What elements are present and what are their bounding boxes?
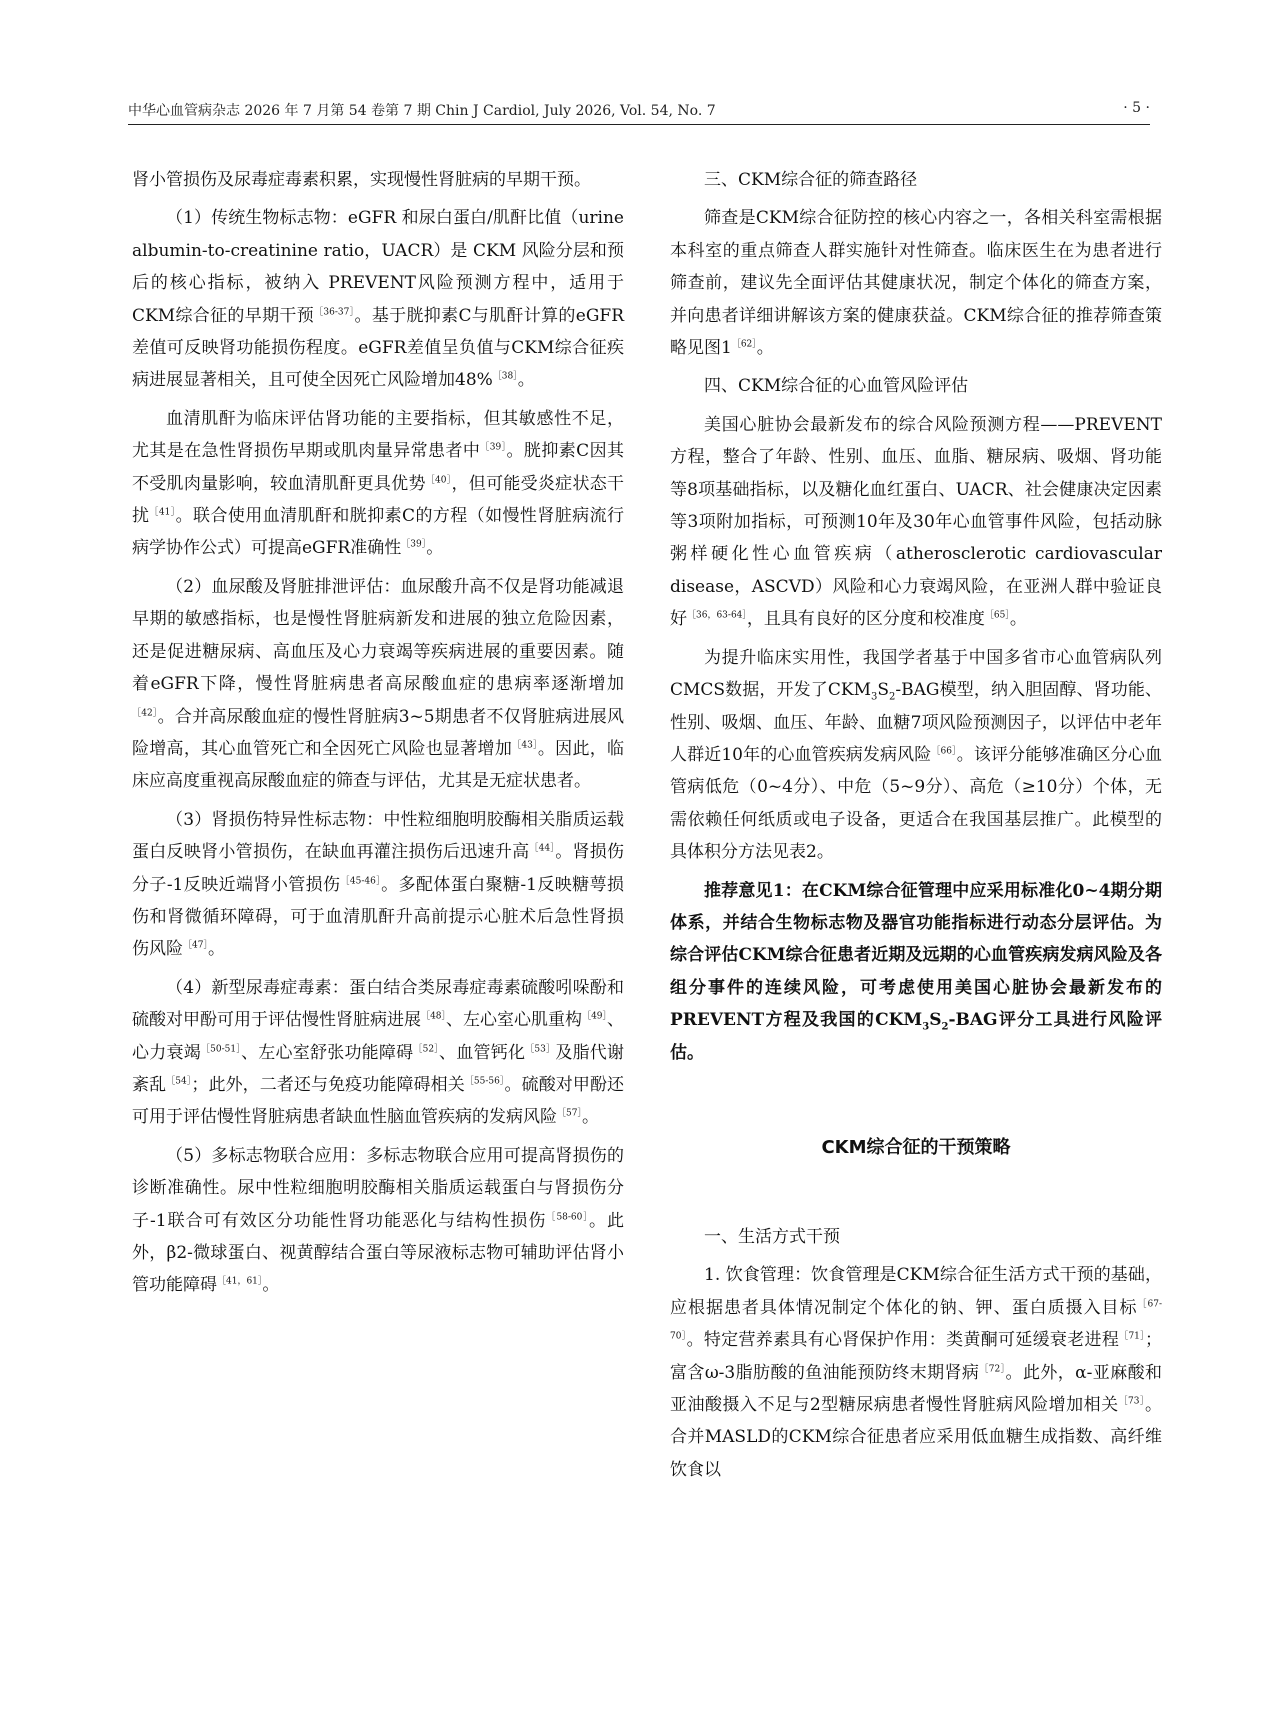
right-column — [670, 164, 1162, 1492]
citation: ［41］ — [149, 507, 176, 518]
citation: ［49］ — [582, 1011, 608, 1022]
citation: ［39］ — [480, 442, 507, 453]
paragraph-diet-management: 1. 饮食管理：饮食管理是CKM综合征生活方式干预的基础，应根据患者具体情况制定个体化的钠、钾、蛋白质摄入目标$^{[67-70]}$。特定营养素具有心肾保护作用：类黄酮可延缓衰老进程$^{[71]}$；富含ω-3脂肪酸的鱼油能预防终末期肾病$^{[72]}$。此外，α-亚麻酸和亚油酸摄入不足与2型糖尿病患者慢性肾脏病风险增加相关$^{[73]}$。合并MASLD的CKM综合征患者应采用低血糖生成指数、高纤维饮食以 — [670, 1265, 1163, 1480]
running-header — [128, 96, 1150, 120]
citation: ［71］ — [1119, 1331, 1146, 1342]
section-title-intervention: CKM综合征的干预策略 — [821, 1136, 1011, 1158]
paragraph-uric-acid: （2）血尿酸及肾脏排泄评估：血尿酸升高不仅是肾功能减退早期的敏感指标，也是慢性肾脏病新发和进展的独立危险因素，还是促进糖尿病、高血压及心力衰竭等疾病进展的重要因素。随着eGFR下降，慢性肾脏病患者高尿酸血症的患病率逐渐增加$^{[42]}$。合并高尿酸血症的慢性肾脏病3~5期患者不仅肾脏病进展风险增高，其心血管死亡和全因死亡风险也显著增加$^{[43]}$。因此，临床应高度重视高尿酸血症的筛查与评估，尤其是无症状患者。 — [132, 576, 625, 792]
paragraph-kidney-injury-markers: （3）肾损伤特异性标志物：中性粒细胞明胶酶相关脂质运载蛋白反映肾小管损伤，在缺血再灌注损伤后迅速升高$^{[44]}$。肾损伤分子-1反映近端肾小管损伤$^{[45-46]}$。多配体蛋白聚糖-1反映糖萼损伤和肾微循环障碍，可于血清肌酐升高前提示心脏术后急性肾损伤风险$^{[47]}$。 — [132, 809, 625, 960]
citation: ［39］ — [401, 539, 427, 550]
header-rule — [128, 124, 1150, 125]
subheading-screening-pathway: 三、CKM综合征的筛查路径 — [704, 170, 918, 190]
citation: ［43］ — [512, 740, 538, 751]
subheading-risk-assessment: 四、CKM综合征的心血管风险评估 — [704, 376, 969, 397]
citation: ［72］ — [979, 1363, 1006, 1374]
citation: ［62］ — [731, 339, 757, 350]
paragraph-prevent-equation: 美国心脏协会最新发布的综合风险预测方程——PREVENT方程，整合了年龄、性别、血压、血脂、糖尿病、吸烟、肾功能等8项基础指标，以及糖化血红蛋白、UACR、社会健康决定因素等3项附加指标，可预测10年及30年心血管事件风险，包括动脉粥样硬化性心血管疾病（atherosclerotic cardiovascular disease，ASCVD）风险和心力衰竭风险，在亚洲人群中验证良好$^{[36,63-64]}$，且具有良好的区分度和校准度$^{[65]}$。 — [670, 414, 1162, 630]
citation: ［54］ — [166, 1076, 192, 1087]
page-number: · 5 · — [1123, 100, 1150, 116]
citation: ［67-70］ — [670, 1299, 1163, 1342]
citation: ［45-46］ — [340, 875, 382, 886]
citation: ［53］ — [525, 1043, 556, 1054]
citation: ［66］ — [931, 746, 957, 757]
journal-citation: 中华心血管病杂志 2026 年 7 月第 54 卷第 7 期 Chin J Cardiol, July 2026, Vol. 54, No. 7 — [128, 103, 716, 119]
citation: ［36，63-64］ — [687, 610, 747, 621]
citation: ［58-60］ — [546, 1211, 589, 1222]
citation: ［55-56］ — [464, 1076, 505, 1087]
citation: ［44］ — [529, 843, 556, 854]
paragraph-ckm-bag-model: 为提升临床实用性，我国学者基于中国多省市心血管病队列CMCS数据，开发了$CKM_3S_2$-BAG模型，纳入胆固醇、肾功能、性别、吸烟、血压、年龄、血糖7项风险预测因子，以评估中老年人群近10年的心血管疾病发病风险$^{[66]}$。该评分能够准确区分心血管病低危（0~4分）、中危（5~9分）、高危（≥10分）个体，无需依赖任何纸质或电子设备，更适合在我国基层推广。此模型的具体积分方法见表2。 — [670, 647, 1163, 863]
paragraph-serum-creatinine: 血清肌酐为临床评估肾功能的主要指标，但其敏感性不足，尤其是在急性肾损伤早期或肌肉量异常患者中$^{[39]}$。胱抑素C因其不受肌肉量影响，较血清肌酐更具优势$^{[40]}$，但可能受炎症状态干扰$^{[41]}$。联合使用血清肌酐和胱抑素C的方程（如慢性肾脏病流行病学协作公式）可提高eGFR准确性$^{[39]}$。 — [132, 408, 625, 559]
citation: ［73］ — [1118, 1396, 1145, 1407]
subheading-lifestyle: 一、生活方式干预 — [704, 1226, 840, 1247]
citation: ［65］ — [984, 610, 1010, 621]
citation: ［48］ — [421, 1011, 447, 1022]
citation: ［41，61］ — [217, 1276, 263, 1287]
left-column — [132, 164, 624, 1308]
citation: ［38］ — [492, 371, 518, 382]
citation: ［42］ — [132, 707, 158, 718]
citation: ［36-37］ — [314, 306, 355, 317]
citation: ［47］ — [183, 940, 208, 951]
citation: ［40］ — [425, 475, 452, 485]
recommendation-1: 推荐意见1：在CKM综合征管理中应采用标准化0~4期分期体系，并结合生物标志物及器官功能指标进行动态分层评估。为综合评估CKM综合征患者近期及远期的心血管疾病发病风险及各组分事件的连续风险，可考虑使用美国心脏协会最新发布的PREVENT方程及我国的$CKM_3S_2$-BAG评分工具进行风险评估。 — [670, 880, 1162, 1063]
citation: ［52］ — [413, 1043, 440, 1054]
paragraph-traditional-biomarkers: （1）传统生物标志物：eGFR 和尿白蛋白/肌酐比值（urine albumin-to-creatinine ratio，UACR）是 CKM 风险分层和预后的核心指标，被纳入 PREVENT风险预测方程中，适用于CKM综合征的早期干预$^{[36-37]}$。基于胱抑素C与肌酐计算的eGFR差值可反映肾功能损伤程度。eGFR差值呈负值与CKM综合征疾病进展显著相关，且可使全因死亡风险增加48%$^{[38]}$。 — [132, 208, 624, 391]
paragraph-continued: 肾小管损伤及尿毒症毒素积累，实现慢性肾脏病的早期干预。 — [132, 170, 591, 190]
paragraph-multi-marker: （5）多标志物联合应用：多标志物联合应用可提高肾损伤的诊断准确性。尿中性粒细胞明胶酶相关脂质运载蛋白与肾损伤分子-1联合可有效区分功能性肾功能恶化与结构性损伤$^{[58-60]}$。此外，β2-微球蛋白、视黄醇结合蛋白等尿液标志物可辅助评估肾小管功能障碍$^{[41,61]}$。 — [132, 1145, 625, 1296]
paragraph-screening: 筛查是CKM综合征防控的核心内容之一，各相关科室需根据本科室的重点筛查人群实施针对性筛查。临床医生在为患者进行筛查前，建议先全面评估其健康状况，制定个体化的筛查方案，并向患者详细讲解该方案的健康获益。CKM综合征的推荐筛查策略见图$1^{[62]}$。 — [670, 208, 1162, 359]
citation: ［57］ — [557, 1108, 582, 1119]
paragraph-uremic-toxins: （4）新型尿毒症毒素：蛋白结合类尿毒症毒素硫酸吲哚酚和硫酸对甲酚可用于评估慢性肾脏病进展$^{[48]}$、左心室心肌重构$^{[49]}$、心力衰竭$^{[50-51]}$、左心室舒张功能障碍$^{[52]}$、血管钙化$^{[53]}$及脂代谢紊乱$^{[54]}$；此外，二者还与免疫功能障碍相关$^{[55-56]}$。硫酸对甲酚还可用于评估慢性肾脏病患者缺血性脑血管疾病的发病风险$^{[57]}$。 — [132, 977, 625, 1128]
citation: ［50-51］ — [200, 1043, 242, 1054]
